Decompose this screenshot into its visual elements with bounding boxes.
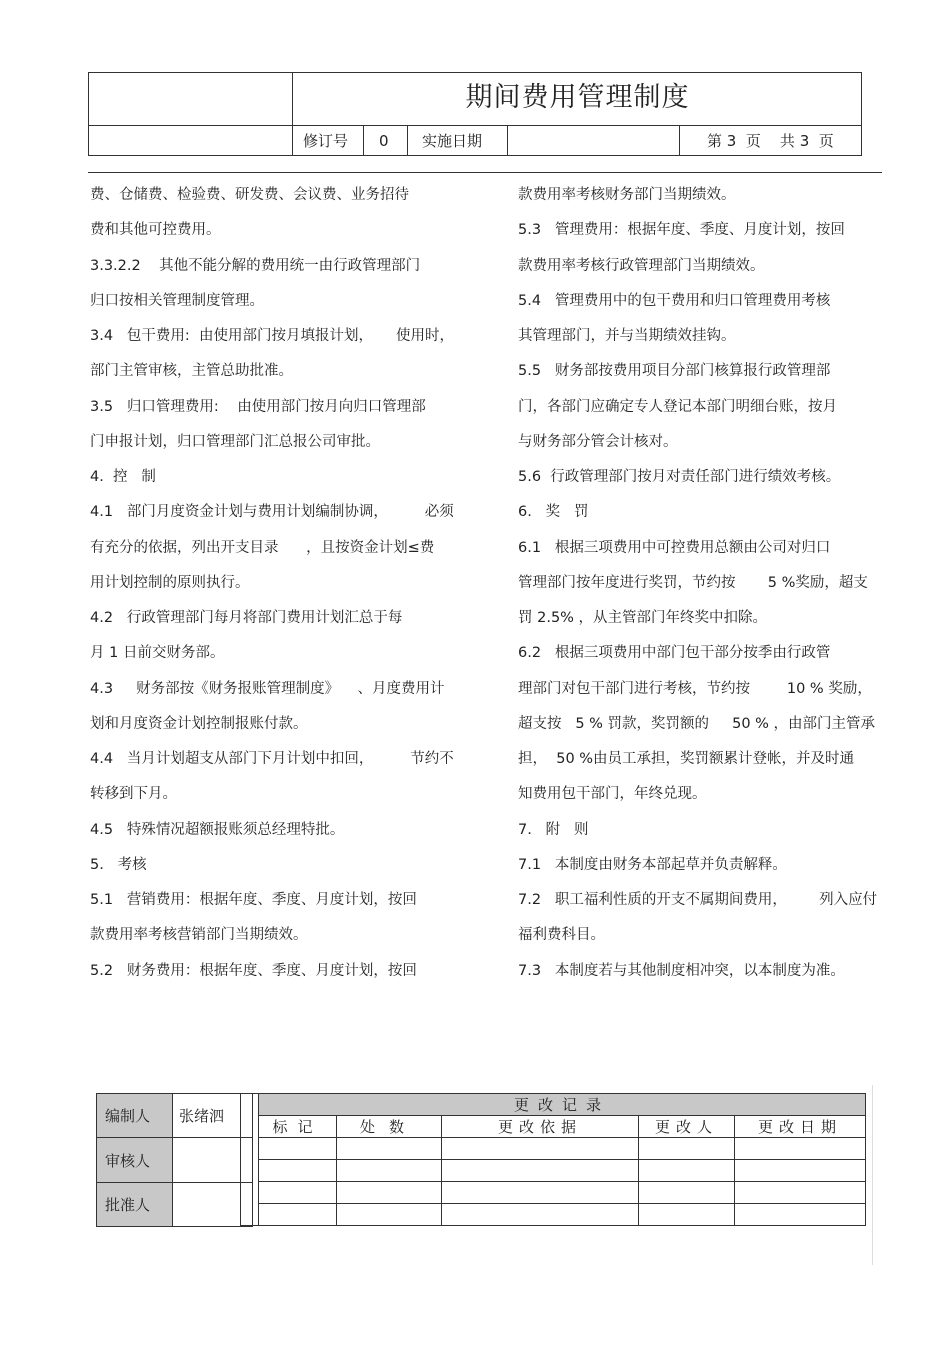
text-line: 划和月度资金计划控制报账付款。	[90, 715, 308, 732]
text-line: 5.4 管理费用中的包干费用和归口管理费用考核	[518, 292, 831, 309]
text-line: 4.4 当月计划超支从部门下月计划中扣回， 节约不	[90, 751, 454, 767]
change-cell	[639, 1204, 735, 1226]
text-line: 月 1 日前交财务部。	[90, 645, 225, 662]
change-cell	[442, 1204, 639, 1226]
change-cell	[442, 1138, 639, 1160]
text-line: 门，各部门应确定专人登记本部门明细台账，按月	[518, 398, 837, 415]
change-cell	[639, 1182, 735, 1204]
page-edge	[872, 1085, 873, 1265]
left-column	[90, 180, 470, 991]
text-line: 5.3 管理费用：根据年度、季度、月度计划，按回	[518, 222, 845, 239]
text-line: 7. 附 则	[518, 821, 589, 838]
text-line: 其管理部门，并与当期绩效挂钩。	[518, 328, 736, 344]
document-header	[88, 72, 862, 156]
text-line: 7.1 本制度由财务本部起草并负责解释。	[518, 856, 787, 873]
text-line: 6. 奖 罚	[518, 504, 589, 521]
col-changer: 更改人	[639, 1116, 735, 1138]
header-divider	[363, 125, 364, 155]
text-line: 7.2 职工福利性质的开支不属期间费用， 列入应付	[518, 892, 878, 908]
compiled-by-value: 张绪泗	[173, 1094, 253, 1138]
table-spacer	[240, 1093, 258, 1226]
text-line: 福利费科目。	[518, 927, 605, 944]
change-cell	[735, 1160, 866, 1182]
change-cell	[337, 1204, 442, 1226]
text-line: 5. 考核	[90, 856, 147, 873]
text-line: 5.6 行政管理部门按月对责任部门进行绩效考核。	[518, 469, 841, 485]
header-rule	[88, 172, 882, 173]
text-line: 3.4 包干费用: 由使用部门按月填报计划， 使用时，	[90, 328, 455, 344]
change-cell	[735, 1138, 866, 1160]
change-record-title: 更改记录	[259, 1094, 866, 1116]
text-line: 部门主管审核，主管总助批准。	[90, 363, 293, 380]
document-title: 期间费用管理制度	[465, 82, 690, 113]
revision-label: 修订号	[303, 132, 349, 150]
text-line: 4.2 行政管理部门每月将部门费用计划汇总于每	[90, 610, 403, 626]
text-line: 知费用包干部门，年终兑现。	[518, 786, 707, 803]
effective-date-label: 实施日期	[422, 132, 483, 150]
text-line: 5.2 财务费用：根据年度、季度、月度计划，按回	[90, 962, 417, 979]
change-cell	[442, 1182, 639, 1204]
right-column	[518, 180, 893, 991]
text-line: 6.1 根据三项费用中可控费用总额由公司对归口	[518, 539, 831, 556]
text-line: 理部门对包干部门进行考核，节约按 10 % 奖励，	[518, 680, 872, 697]
signature-table	[96, 1093, 253, 1227]
change-cell	[259, 1160, 337, 1182]
col-basis: 更改依据	[442, 1116, 639, 1138]
change-cell	[337, 1182, 442, 1204]
text-line: 罚 2.5% ，从主管部门年终奖中扣除。	[518, 610, 768, 626]
col-date: 更改日期	[735, 1116, 866, 1138]
text-line: 7.3 本制度若与其他制度相冲突，以本制度为准。	[518, 962, 845, 979]
text-line: 4.5 特殊情况超额报账须总经理特批。	[90, 821, 345, 838]
reviewed-by-label: 审核人	[97, 1138, 173, 1183]
text-line: 归口按相关管理制度管理。	[90, 292, 264, 309]
change-cell	[337, 1160, 442, 1182]
text-line: 款费用率考核行政管理部门当期绩效。	[518, 257, 765, 274]
text-line: 用计划控制的原则执行。	[90, 574, 250, 591]
col-mark: 标记	[259, 1116, 337, 1138]
text-line: 费、仓储费、检验费、研发费、会议费、业务招待	[90, 187, 409, 203]
text-line: 门申报计划，归口管理部门汇总报公司审批。	[90, 433, 380, 450]
change-cell	[735, 1204, 866, 1226]
change-cell	[442, 1160, 639, 1182]
text-line: 有充分的依据，列出开支目录 ，且按资金计划≤费	[90, 539, 435, 556]
change-cell	[639, 1160, 735, 1182]
text-line: 5.1 营销费用：根据年度、季度、月度计划，按回	[90, 892, 417, 908]
revision-value: 0	[379, 132, 389, 150]
col-count: 处数	[337, 1116, 442, 1138]
text-line: 4.1 部门月度资金计划与费用计划编制协调， 必须	[90, 504, 454, 521]
text-line: 3.5 归口管理费用: 由使用部门按月向归口管理部	[90, 398, 426, 415]
header-divider	[679, 125, 680, 155]
text-line: 3.3.2.2 其他不能分解的费用统一由行政管理部门	[90, 257, 421, 274]
text-line: 4. 控 制	[90, 469, 156, 485]
text-line: 款费用率考核财务部门当期绩效。	[518, 187, 736, 203]
change-cell	[639, 1138, 735, 1160]
page-info: 第 3 页 共 3 页	[707, 132, 834, 150]
header-divider	[507, 125, 508, 155]
change-cell	[259, 1182, 337, 1204]
text-line: 与财务部分管会计核对。	[518, 433, 678, 450]
approved-by-label: 批准人	[97, 1183, 173, 1227]
text-line: 管理部门按年度进行奖罚，节约按 5 %奖励，超支	[518, 574, 868, 591]
text-line: 担， 50 %由员工承担，奖罚额累计登帐，并及时通	[518, 751, 855, 767]
text-line: 转移到下月。	[90, 786, 177, 803]
change-cell	[259, 1204, 337, 1226]
change-cell	[259, 1138, 337, 1160]
text-line: 超支按 5 % 罚款，奖罚额的 50 % ，由部门主管承	[518, 715, 876, 732]
text-line: 5.5 财务部按费用项目分部门核算报行政管理部	[518, 363, 831, 380]
header-divider	[407, 125, 408, 155]
text-line: 费和其他可控费用。	[90, 222, 221, 239]
header-divider	[292, 73, 293, 155]
text-line: 4.3 财务部按《财务报账管理制度》 、月度费用计	[90, 680, 445, 697]
compiled-by-label: 编制人	[97, 1094, 173, 1138]
text-line: 款费用率考核营销部门当期绩效。	[90, 927, 308, 944]
change-record-table	[258, 1093, 866, 1226]
change-cell	[337, 1138, 442, 1160]
change-cell	[735, 1182, 866, 1204]
text-line: 6.2 根据三项费用中部门包干部分按季由行政管	[518, 645, 831, 662]
